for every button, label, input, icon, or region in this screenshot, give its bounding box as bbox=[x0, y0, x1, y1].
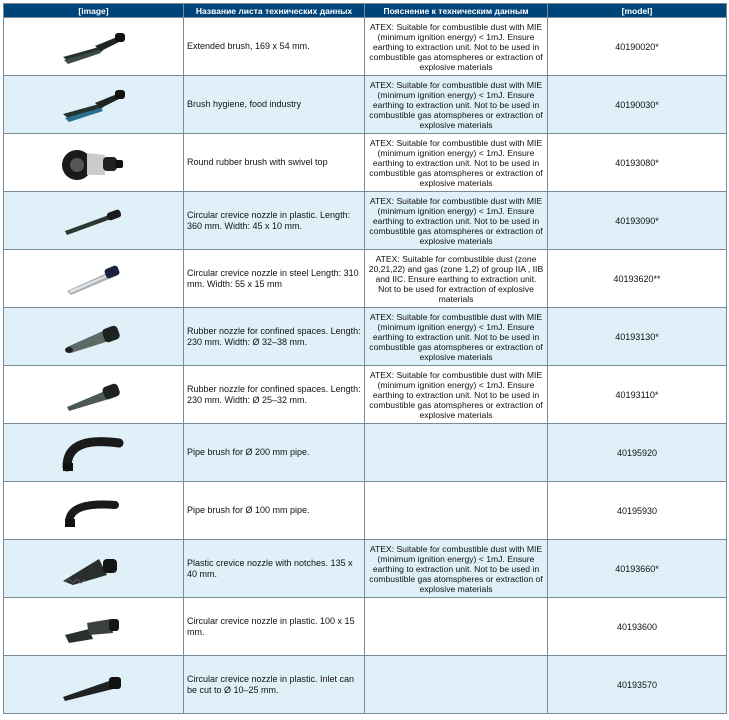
model-cell: 40193130* bbox=[548, 308, 727, 366]
description-cell: Rubber nozzle for confined spaces. Length: 230 mm. Width: Ø 25–32 mm. bbox=[184, 366, 365, 424]
model-cell: 40193090* bbox=[548, 192, 727, 250]
table-row bbox=[4, 482, 727, 540]
header-image: [image] bbox=[4, 4, 184, 18]
model-cell: 40190030* bbox=[548, 76, 727, 134]
flat-crevice-nozzle-icon bbox=[59, 609, 129, 645]
note-cell: ATEX: Suitable for combustible dust with MIE (minimum ignition energy) < 1mJ. Ensure earthing to extraction unit. Not to be used in combustible gas atomspheres or extraction of explosive materials bbox=[365, 366, 548, 424]
table-row bbox=[4, 656, 727, 714]
model-cell: 40193570 bbox=[548, 656, 727, 714]
note-cell: ATEX: Suitable for combustible dust with MIE (minimum ignition energy) < 1mJ. Ensure earthing to extraction unit. Not to be used in combustible gas atomspheres or extraction of explosive materials bbox=[365, 540, 548, 598]
image-cell bbox=[4, 366, 184, 424]
rubber-nozzle-large-icon bbox=[59, 319, 129, 355]
image-cell bbox=[4, 18, 184, 76]
description-cell: Round rubber brush with swivel top bbox=[184, 134, 365, 192]
note-cell bbox=[365, 482, 548, 540]
image-cell bbox=[4, 250, 184, 308]
model-cell: 40193660* bbox=[548, 540, 727, 598]
description-cell: Rubber nozzle for confined spaces. Length: 230 mm. Width: Ø 32–38 mm. bbox=[184, 308, 365, 366]
image-cell bbox=[4, 424, 184, 482]
table-row bbox=[4, 250, 727, 308]
model-cell: 40193600 bbox=[548, 598, 727, 656]
table-row bbox=[4, 18, 727, 76]
description-cell: Brush hygiene, food industry bbox=[184, 76, 365, 134]
description-cell: Circular crevice nozzle in steel Length: 310 mm. Width: 55 x 15 mm bbox=[184, 250, 365, 308]
description-cell: Plastic crevice nozzle with notches. 135 x 40 mm. bbox=[184, 540, 365, 598]
pipe-brush-200-icon bbox=[59, 433, 129, 473]
model-cell: 40190020* bbox=[548, 18, 727, 76]
table-row bbox=[4, 134, 727, 192]
note-cell: ATEX: Suitable for combustible dust with MIE (minimum ignition energy) < 1mJ. Ensure earthing to extraction unit. Not to be used in combustible gas atomspheres or extraction of explosive materials bbox=[365, 76, 548, 134]
image-cell bbox=[4, 308, 184, 366]
technical-data-table bbox=[3, 3, 727, 714]
table-row bbox=[4, 308, 727, 366]
model-cell: 40193110* bbox=[548, 366, 727, 424]
model-cell: 40195930 bbox=[548, 482, 727, 540]
header-name: Название листа технических данных bbox=[184, 4, 365, 18]
round-brush-icon bbox=[59, 143, 129, 183]
header-model: [model] bbox=[548, 4, 727, 18]
table-row bbox=[4, 540, 727, 598]
description-cell: Pipe brush for Ø 200 mm pipe. bbox=[184, 424, 365, 482]
note-cell: ATEX: Suitable for combustible dust with MIE (minimum ignition energy) < 1mJ. Ensure earthing to extraction unit. Not to be used in combustible gas atomspheres or extraction of explosive materials bbox=[365, 308, 548, 366]
table-header-row bbox=[4, 4, 727, 18]
note-cell: ATEX: Suitable for combustible dust with MIE (minimum ignition energy) < 1mJ. Ensure earthing to extraction unit. Not to be used in combustible gas atomspheres or extraction of explosive materials bbox=[365, 192, 548, 250]
model-cell: 40195920 bbox=[548, 424, 727, 482]
note-cell: ATEX: Suitable for combustible dust with MIE (minimum ignition energy) < 1mJ. Ensure earthing to extraction unit. Not to be used in combustible gas atomspheres or extraction of explosive materials bbox=[365, 18, 548, 76]
cuttable-crevice-nozzle-icon bbox=[59, 667, 129, 703]
model-cell: 40193620** bbox=[548, 250, 727, 308]
extended-brush-icon bbox=[59, 29, 129, 65]
note-cell bbox=[365, 598, 548, 656]
image-cell bbox=[4, 540, 184, 598]
description-cell: Pipe brush for Ø 100 mm pipe. bbox=[184, 482, 365, 540]
table-row bbox=[4, 424, 727, 482]
image-cell bbox=[4, 482, 184, 540]
notched-crevice-nozzle-icon bbox=[59, 549, 129, 589]
description-cell: Circular crevice nozzle in plastic. 100 x 15 mm. bbox=[184, 598, 365, 656]
description-cell: Circular crevice nozzle in plastic. Inlet can be cut to Ø 10–25 mm. bbox=[184, 656, 365, 714]
note-cell bbox=[365, 656, 548, 714]
table-row bbox=[4, 366, 727, 424]
image-cell bbox=[4, 656, 184, 714]
table-row bbox=[4, 598, 727, 656]
note-cell bbox=[365, 424, 548, 482]
steel-crevice-nozzle-icon bbox=[59, 261, 129, 297]
header-note: Пояснение к техническим данным bbox=[365, 4, 548, 18]
image-cell bbox=[4, 192, 184, 250]
model-cell: 40193080* bbox=[548, 134, 727, 192]
image-cell bbox=[4, 134, 184, 192]
note-cell: ATEX: Suitable for combustible dust (zone 20,21,22) and gas (zone 1,2) of group IIA , IIB and IIC. Ensure earthing to extraction unit. Not to be used for extraction of explosive materials bbox=[365, 250, 548, 308]
hygiene-brush-icon bbox=[59, 87, 129, 123]
plastic-crevice-nozzle-icon bbox=[59, 203, 129, 239]
description-cell: Extended brush, 169 x 54 mm. bbox=[184, 18, 365, 76]
description-cell: Circular crevice nozzle in plastic. Length: 360 mm. Width: 45 x 10 mm. bbox=[184, 192, 365, 250]
table-row bbox=[4, 76, 727, 134]
rubber-nozzle-small-icon bbox=[59, 377, 129, 413]
table-row bbox=[4, 192, 727, 250]
note-cell: ATEX: Suitable for combustible dust with MIE (minimum ignition energy) < 1mJ. Ensure earthing to extraction unit. Not to be used in combustible gas atomspheres or extraction of explosive materials bbox=[365, 134, 548, 192]
image-cell bbox=[4, 598, 184, 656]
pipe-brush-100-icon bbox=[59, 491, 129, 531]
image-cell bbox=[4, 76, 184, 134]
